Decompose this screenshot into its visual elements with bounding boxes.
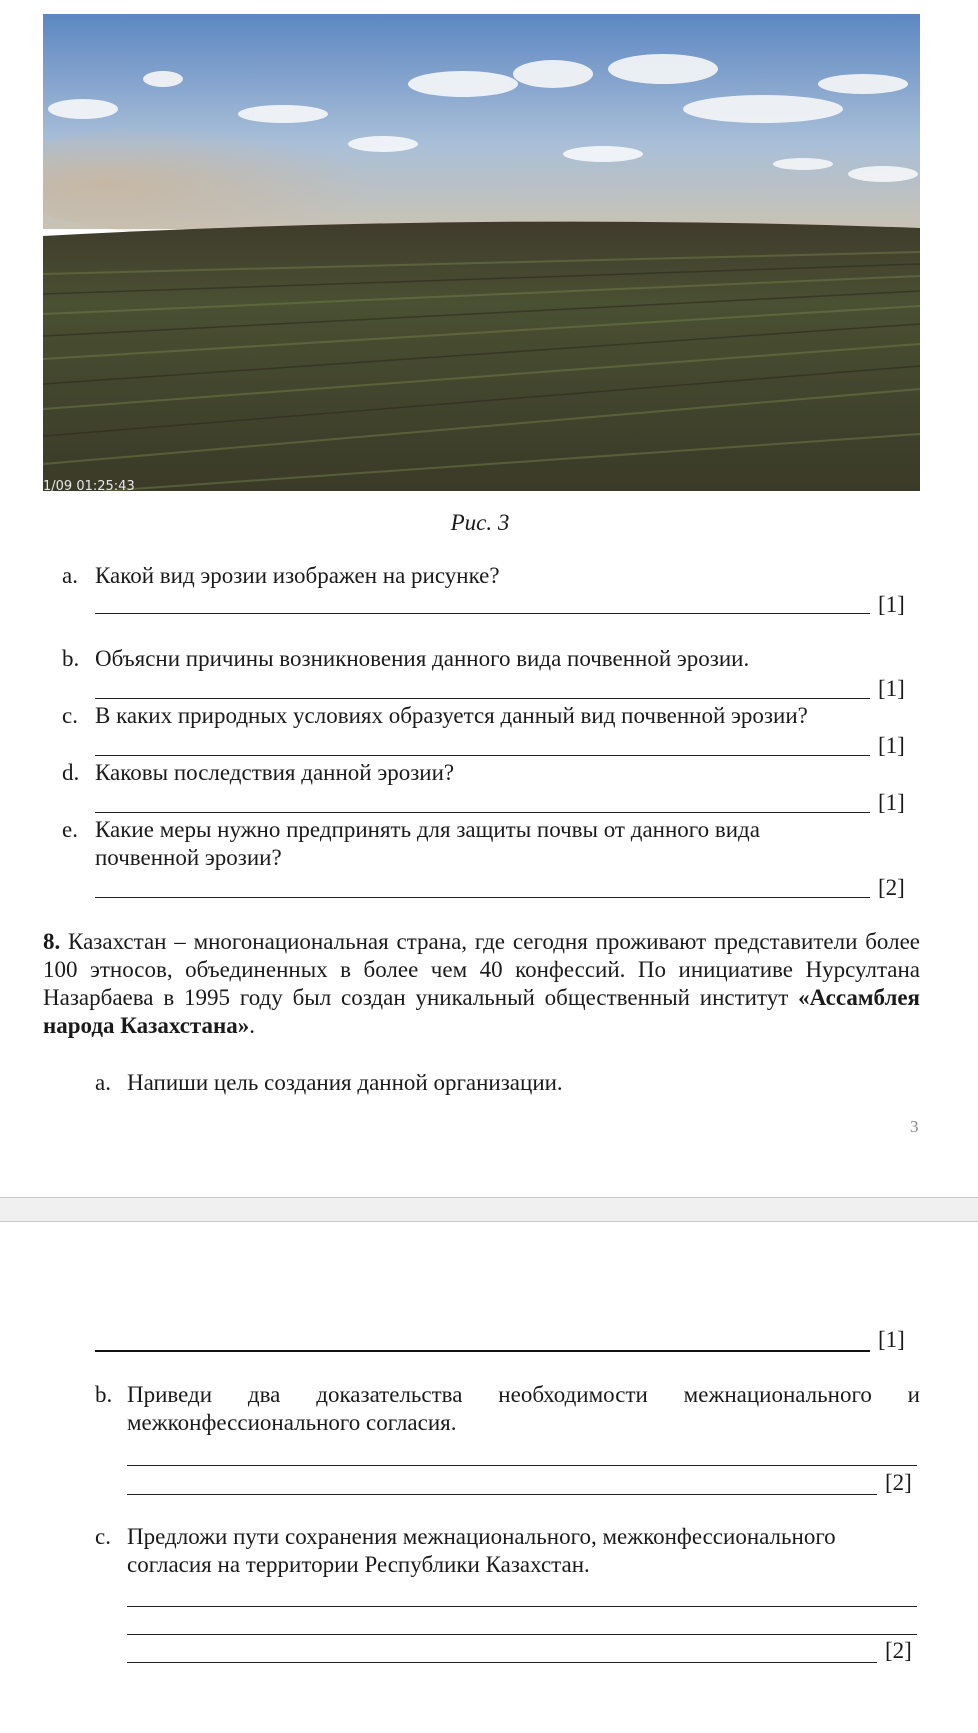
q8b-letter: b. (95, 1382, 113, 1407)
q8c-text-line1: Предложи пути сохранения межнационального, межконфессионального (127, 1524, 836, 1549)
q8-end: . (249, 1013, 256, 1038)
q8a-answer-line[interactable] (95, 1350, 870, 1352)
erosion-field-image (43, 14, 920, 491)
q8-paragraph (43, 928, 920, 1040)
q7c-answer-line[interactable] (95, 755, 870, 756)
q8c-mark: [2] (885, 1638, 912, 1663)
q7c-text: В каких природных условиях образуется данный вид почвенной эрозии? (95, 703, 808, 728)
photo-timestamp: 1/09 01:25:43 (43, 479, 135, 491)
q8c-text-line2: согласия на территории Республики Казахстан. (127, 1552, 590, 1577)
q8b-answer-line-1[interactable] (127, 1465, 917, 1466)
q7e-letter: e. (62, 817, 78, 842)
q8b-answer-line-2[interactable] (127, 1494, 877, 1495)
q7c-mark: [1] (878, 733, 905, 758)
page-number: 3 (910, 1117, 919, 1136)
figure-caption: Рис. 3 (450, 510, 510, 535)
q8a-mark: [1] (878, 1327, 905, 1352)
q8b-text-line2: межконфессионального согласия. (127, 1410, 457, 1435)
q7c-letter: c. (62, 703, 78, 728)
q8c-answer-line-2[interactable] (127, 1634, 917, 1635)
q7e-answer-line[interactable] (95, 897, 870, 898)
q8-intro: Казахстан – многонациональная страна, где сегодня проживают представители более 100 этносов, объединенных в более чем 40 конфессий. По инициативе Нурсултана Назарбаева в 1995 году был создан уникальный общественный институт (43, 929, 920, 1010)
q7a-text: Какой вид эрозии изображен на рисунке? (95, 563, 500, 588)
q7d-text: Каковы последствия данной эрозии? (95, 760, 455, 785)
q8-number: 8. (43, 929, 61, 954)
q7a-answer-line[interactable] (95, 613, 870, 614)
q8a-text: Напиши цель создания данной организации. (127, 1070, 563, 1095)
q7a-letter: a. (62, 563, 78, 588)
q7e-mark: [2] (878, 875, 905, 900)
q8c-letter: c. (95, 1524, 111, 1549)
q7b-letter: b. (62, 646, 80, 671)
q7b-text: Объясни причины возникновения данного вида почвенной эрозии. (95, 646, 750, 671)
q8c-answer-line-1[interactable] (127, 1606, 917, 1607)
q7e-text-line2: почвенной эрозии? (95, 845, 282, 870)
q8a-letter: a. (95, 1070, 111, 1095)
q8b-mark: [2] (885, 1470, 912, 1495)
q7b-mark: [1] (878, 676, 905, 701)
q8-org-name: «Ассамблея народа Казахстана» (43, 985, 920, 1038)
field-photo (43, 14, 920, 491)
q7e-text-line1: Какие меры нужно предпринять для защиты почвы от данного вида (95, 817, 760, 842)
q8b-text-line1: Приведи два доказательства необходимости межнационального и (127, 1382, 920, 1407)
page-break (0, 1197, 978, 1222)
q7a-mark: [1] (878, 592, 905, 617)
q7d-mark: [1] (878, 790, 905, 815)
q7d-answer-line[interactable] (95, 812, 870, 813)
q7b-answer-line[interactable] (95, 698, 870, 699)
q7d-letter: d. (62, 760, 80, 785)
q8c-answer-line-3[interactable] (127, 1662, 877, 1663)
